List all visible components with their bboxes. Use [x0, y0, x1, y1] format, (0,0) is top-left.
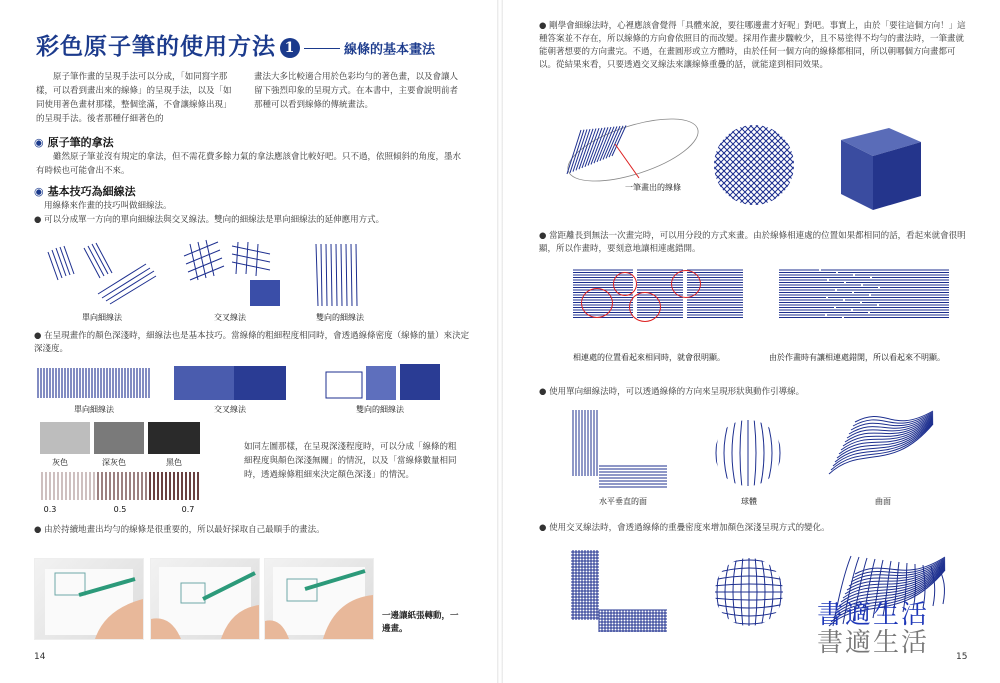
- bullet-even-lines: ● 由於持續地畫出均勻的線條是很重要的，所以最好採取自己最順手的畫法。: [34, 525, 325, 535]
- gray-density-strip: [40, 422, 200, 454]
- drawing-photo-1: [34, 558, 144, 640]
- drawing-photo-3: [264, 558, 374, 640]
- single-direction-tone: [36, 366, 152, 400]
- top-paragraph: ● 剛學會細線法時，心裡應該會覺得「具體來說，要往哪邊畫才好呢」對吧。事實上，由於「要往這個方向！」這種答案並不存在，所以線條的方向會依照目的而改變。採用作畫步驟較少，且不易塗得不均勻的畫法時，一筆畫就能朝著想要的方向畫完。不過，在畫圓形或立方體時，由於任何一個方向的線條都相同，所以朝哪個方向畫都可以。從結果來看，只要透過交叉線法來讓線條重疊的話，就能達到相同效果。: [539, 21, 966, 70]
- intro-col1: 原子筆作畫的呈現手法可以分成，「如同寫字那樣，可以看到畫出來的線條」的呈現手法，以及「如同使用著色畫材那樣，整個塗滿，不會讓線條出現」的呈現手法。後者那種仔細著色的: [36, 72, 232, 124]
- section1-heading: ◉ 原子筆的拿法: [34, 136, 114, 149]
- gray-label-3: 黑色: [166, 458, 182, 467]
- width-label-1: 0.3: [43, 505, 57, 514]
- cross-hatching: [178, 236, 288, 310]
- single-direction-hatching: [40, 238, 160, 308]
- visible-joins-caption: 相連處的位置看起來相同時，就會很明顯。: [573, 353, 725, 362]
- curved-surface-hatching: [821, 404, 939, 484]
- join-circle-3: [629, 292, 661, 322]
- join-circle-4: [671, 270, 701, 298]
- page-number-right: 15: [956, 652, 968, 662]
- staggered-joins-caption: 由於作畫時有讓相連處錯開，所以看起來不明顯。: [769, 353, 945, 362]
- section2-heading: ◉ 基本技巧為細線法: [34, 185, 136, 198]
- crosshatch-cube: [831, 118, 927, 214]
- gray-label-1: 灰色: [52, 458, 68, 467]
- section2-intro: 用線條來作畫的技巧叫做細線法。: [44, 201, 172, 211]
- double-direction-hatching: [312, 240, 362, 310]
- crosshatch-circle: [711, 122, 797, 208]
- cross-hatching-tone: [174, 366, 286, 400]
- row1-caption-1: 單向細線法: [82, 313, 122, 322]
- row1-caption-2: 交叉線法: [214, 313, 246, 322]
- crosshatch-paragraph: ● 使用交叉線法時，會透過線條的重疊密度來增加顏色深淺呈現方式的變化。: [539, 523, 830, 533]
- staggered-joins-panel: [779, 268, 949, 320]
- watermark-blue: 書適生活: [817, 600, 930, 630]
- page-subtitle: 線條的基本畫法: [344, 42, 436, 58]
- curve-caption: 曲面: [875, 497, 891, 506]
- bullet-hatching-types: ● 可以分成單一方向的單向細線法與交叉線法。雙向的細線法是單向細線法的延伸應用方式。: [34, 215, 385, 225]
- gray-label-2: 深灰色: [102, 458, 126, 467]
- row1-caption-3: 雙向的細線法: [316, 313, 364, 322]
- section1-text: 雖然原子筆並沒有規定的拿法，但不需花費多餘力氣的拿法應該會比較好吧。只不過，依照傾斜的角度，墨水有時候也可能會出不來。: [36, 152, 462, 176]
- bullet-tone: ● 在呈現畫作的顏色深淺時，細線法也是基本技巧。當線條的粗細程度相同時，會透過線條密度（線條的量）來決定深淺度。: [34, 331, 470, 354]
- join-circle-1: [581, 288, 613, 318]
- drawing-photo-2: [150, 558, 260, 640]
- planes-caption: 水平垂直的面: [599, 497, 647, 506]
- double-direction-tone: [322, 362, 442, 402]
- left-page: [0, 0, 497, 683]
- oval-label: 一筆畫出的線條: [625, 183, 681, 192]
- title-number-badge: 1: [280, 38, 300, 58]
- segmented-lines-paragraph: ● 當距離長到無法一次畫完時，可以用分段的方式來畫。由於線條相連處的位置如果都相同的話，看起來就會很明顯，所以作畫時，要刻意地讓相連處錯開。: [539, 231, 966, 254]
- page-title: 彩色原子筆的使用方法 1 線條的基本畫法: [36, 33, 436, 60]
- row2-caption-2: 交叉線法: [214, 405, 246, 414]
- sphere-caption: 球體: [741, 497, 757, 506]
- row2-caption-3: 雙向的細線法: [356, 405, 404, 414]
- line-width-strip: [40, 472, 200, 502]
- planes-crosshatch: [569, 546, 669, 634]
- sphere-hatching: [713, 418, 783, 488]
- photo-note: 一邊讓紙張轉動，一邊畫。: [382, 611, 459, 634]
- join-circle-2: [613, 272, 637, 296]
- right-page: [503, 0, 1000, 683]
- width-label-2: 0.5: [113, 505, 127, 514]
- row2-caption-1: 單向細線法: [74, 405, 114, 414]
- width-label-3: 0.7: [181, 505, 195, 514]
- sphere-crosshatch: [713, 556, 785, 628]
- intro-col2: 畫法大多比較適合用於色彩均勻的著色畫，以及會讓人留下強烈印象的呈現方式。在本書中，主要會說明前者那種可以看到線條的傳統畫法。: [254, 72, 459, 110]
- page-number-left: 14: [34, 652, 46, 662]
- watermark-gray: 書適生活: [817, 628, 930, 658]
- direction-paragraph: ● 使用單向細線法時，可以透過線條的方向來呈現形狀與動作引導線。: [539, 387, 805, 397]
- density-note: 如同左圖那樣，在呈現深淺程度時，可以分成「線條的粗細程度與顏色深淺無關」的情況，以及「當線條數量相同時，透過線條粗細來決定顏色深淺」的情況。: [244, 442, 457, 480]
- planes-hatching: [569, 406, 669, 490]
